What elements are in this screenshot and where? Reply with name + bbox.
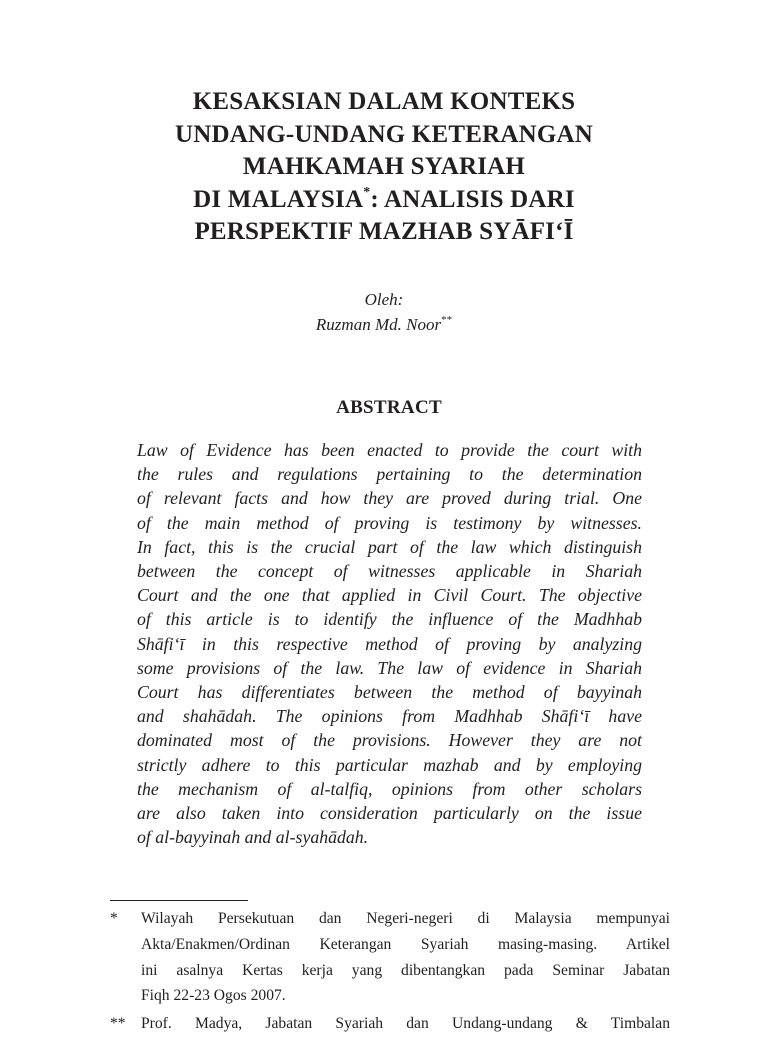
abstract-line: between the concept of witnesses applicable in Shariah <box>137 561 642 582</box>
title-line: MAHKAMAH SYARIAH <box>242 153 526 180</box>
abstract-line: and shahādah. The opinions from Madhhab Shāfi‘ī have <box>137 706 642 727</box>
title-text: DI MALAYSIA <box>193 185 364 213</box>
abstract-heading: ABSTRACT <box>336 397 442 418</box>
abstract-line: Court has differentiates between the method of bayyinah <box>137 682 642 703</box>
abstract-line: Court and the one that applied in Civil Court. The objective <box>137 585 642 606</box>
abstract-line: the rules and regulations pertaining to the determination <box>137 464 642 485</box>
author-name: Ruzman Md. Noor <box>315 315 442 334</box>
author-line <box>0 312 768 337</box>
footnote-line: Fiqh 22-23 Ogos 2007. <box>141 987 286 1005</box>
footnote-mark: * <box>110 910 118 927</box>
abstract-line: some provisions of the law. The law of evidence in Shariah <box>137 657 642 678</box>
footnotes <box>110 906 670 1037</box>
footnote-line: Akta/Enakmen/Ordinan Keterangan Syariah masing-masing. Artikel <box>141 935 670 953</box>
title-line: PERSPEKTIF MAZHAB SYĀFI‘Ī <box>194 218 574 245</box>
abstract-line: are also taken into consideration particularly on the issue <box>137 803 642 824</box>
abstract-line: of the main method of proving is testimony by witnesses. <box>137 512 642 533</box>
abstract-line: Law of Evidence has been enacted to provide the court with <box>137 440 642 460</box>
footnote <box>110 1011 670 1037</box>
title-line: KESAKSIAN DALAM KONTEKS <box>192 88 576 115</box>
abstract-line: the mechanism of al-talfiq, opinions from other scholars <box>137 778 642 799</box>
footnote-separator <box>110 900 248 901</box>
footnote-line: Wilayah Persekutuan dan Negeri-negeri di Malaysia mempunyai <box>141 910 670 927</box>
footnote-line: ini asalnya Kertas kerja yang dibentangkan pada Seminar Jabatan <box>141 961 670 979</box>
abstract-line: strictly adhere to this particular mazhab and by employing <box>137 754 642 775</box>
abstract-line: of this article is to identify the influence of the Madhhab <box>137 609 642 630</box>
article-title <box>60 86 708 249</box>
abstract-line: of relevant facts and how they are proved during trial. One <box>137 488 642 509</box>
title-text: : ANALISIS DARI <box>370 185 575 213</box>
abstract-line: In fact, this is the crucial part of the law which distinguish <box>137 536 642 557</box>
abstract-line: of al-bayyinah and al-syahādah. <box>137 827 369 848</box>
footnote <box>110 906 670 1009</box>
abstract-line: Shāfi‘ī in this respective method of proving by analyzing <box>137 633 642 654</box>
title-line <box>60 184 708 217</box>
footnote-marker: * <box>363 184 371 200</box>
byline <box>0 287 768 337</box>
title-line: UNDANG-UNDANG KETERANGAN <box>175 120 593 148</box>
abstract-line: dominated most of the provisions. However they are not <box>137 730 642 751</box>
footnote-mark: ** <box>110 1015 126 1033</box>
footnote-line: Prof. Madya, Jabatan Syariah dan Undang-undang & Timbalan <box>141 1015 670 1033</box>
byline-label: Oleh: <box>364 290 404 309</box>
footnote-marker: ** <box>441 314 453 326</box>
abstract-body <box>137 438 642 849</box>
